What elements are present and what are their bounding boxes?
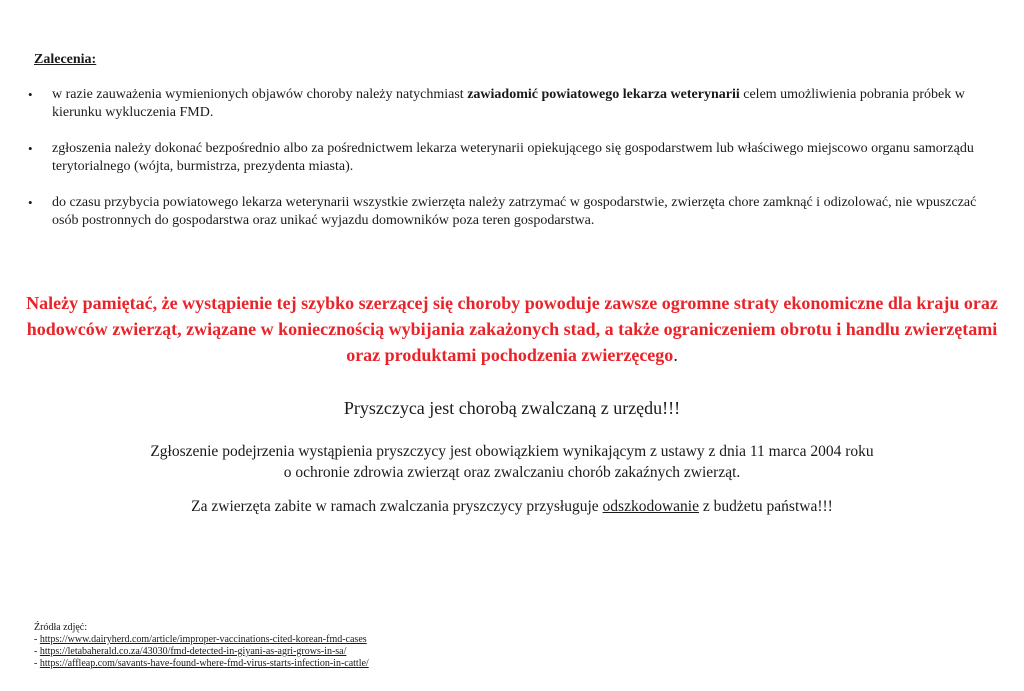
sources-title: Źródła zdjęć: [34, 622, 88, 633]
official-disease-statement: Pryszczyca jest chorobą zwalczaną z urzędu!!! [343, 398, 681, 418]
recommendation-item [28, 140, 988, 176]
bullet-icon: • [28, 141, 33, 156]
recommendations-heading: Zalecenia: [34, 52, 97, 67]
source-item [34, 658, 369, 670]
compensation-statement [0, 498, 1024, 516]
recommendation-item [28, 194, 988, 230]
economic-loss-warning [20, 290, 1004, 368]
notice-line: o ochronie zdrowia zwierząt oraz zwalczaniu chorób zakaźnych zwierząt. [283, 464, 741, 481]
recommendation-text: do czasu przybycia powiatowego lekarza weterynarii wszystkie zwierzęta należy zatrzymać w gospodarstwie, zwierzęta chore zamknąć i odizolować, nie wpuszczać osób postronnych do gospodarstwa oraz unikać wyjazdu domowników poza teren gospodarstwa. [52, 195, 977, 228]
source-link[interactable]: https://affleap.com/savants-have-found-where-fmd-virus-starts-infection-in-cattle/ [39, 658, 369, 669]
source-link[interactable]: https://www.dairyherd.com/article/improper-vaccinations-cited-korean-fmd-cases [39, 634, 367, 645]
warning-text: Należy pamiętać, że wystąpienie tej szybko szerzącej się choroby powoduje zawsze ogromne straty ekonomiczne dla kraju oraz hodowców zwierząt, związane w koniecznością wybijania zakażonych stad, a także ograniczeniem obrotu i handlu zwierzętami oraz produktami pochodzenia zwierzęcego [26, 293, 998, 365]
source-dash: - [34, 634, 40, 645]
source-item [34, 634, 369, 646]
compensation-text: Za zwierzęta zabite w ramach zwalczania pryszczycy przysługuje [191, 498, 603, 515]
bullet-icon: • [28, 195, 33, 210]
recommendation-emphasis: zawiadomić powiatowego lekarza weterynarii [467, 87, 740, 102]
legal-obligation-notice [0, 441, 1024, 483]
recommendation-text: zgłoszenia należy dokonać bezpośrednio albo za pośrednictwem lekarza weterynarii opiekującego się gospodarstwem lub właściwego miejscowo organu samorządu terytorialnego (wójta, burmistrza, prezydenta miasta). [52, 141, 974, 174]
recommendation-item [28, 86, 988, 122]
image-sources [34, 622, 369, 670]
source-link[interactable]: https://letabaherald.co.za/43030/fmd-detected-in-giyani-as-agri-grows-in-sa/ [39, 646, 347, 657]
compensation-text: z budżetu państwa!!! [698, 498, 833, 515]
recommendations-list [28, 86, 988, 248]
notice-line: Zgłoszenie podejrzenia wystąpienia pryszczycy jest obowiązkiem wynikającym z ustawy z dnia 11 marca 2004 roku [150, 443, 874, 460]
compensation-keyword: odszkodowanie [602, 498, 699, 515]
bullet-icon: • [28, 87, 33, 102]
source-dash: - [34, 646, 40, 657]
warning-period: . [673, 345, 678, 365]
recommendation-text: celem umożliwienia pobrania próbek w kierunku wykluczenia FMD. [52, 87, 965, 120]
recommendation-text: w razie zauważenia wymienionych objawów choroby należy natychmiast [52, 87, 468, 102]
source-item [34, 646, 369, 658]
source-dash: - [34, 658, 40, 669]
